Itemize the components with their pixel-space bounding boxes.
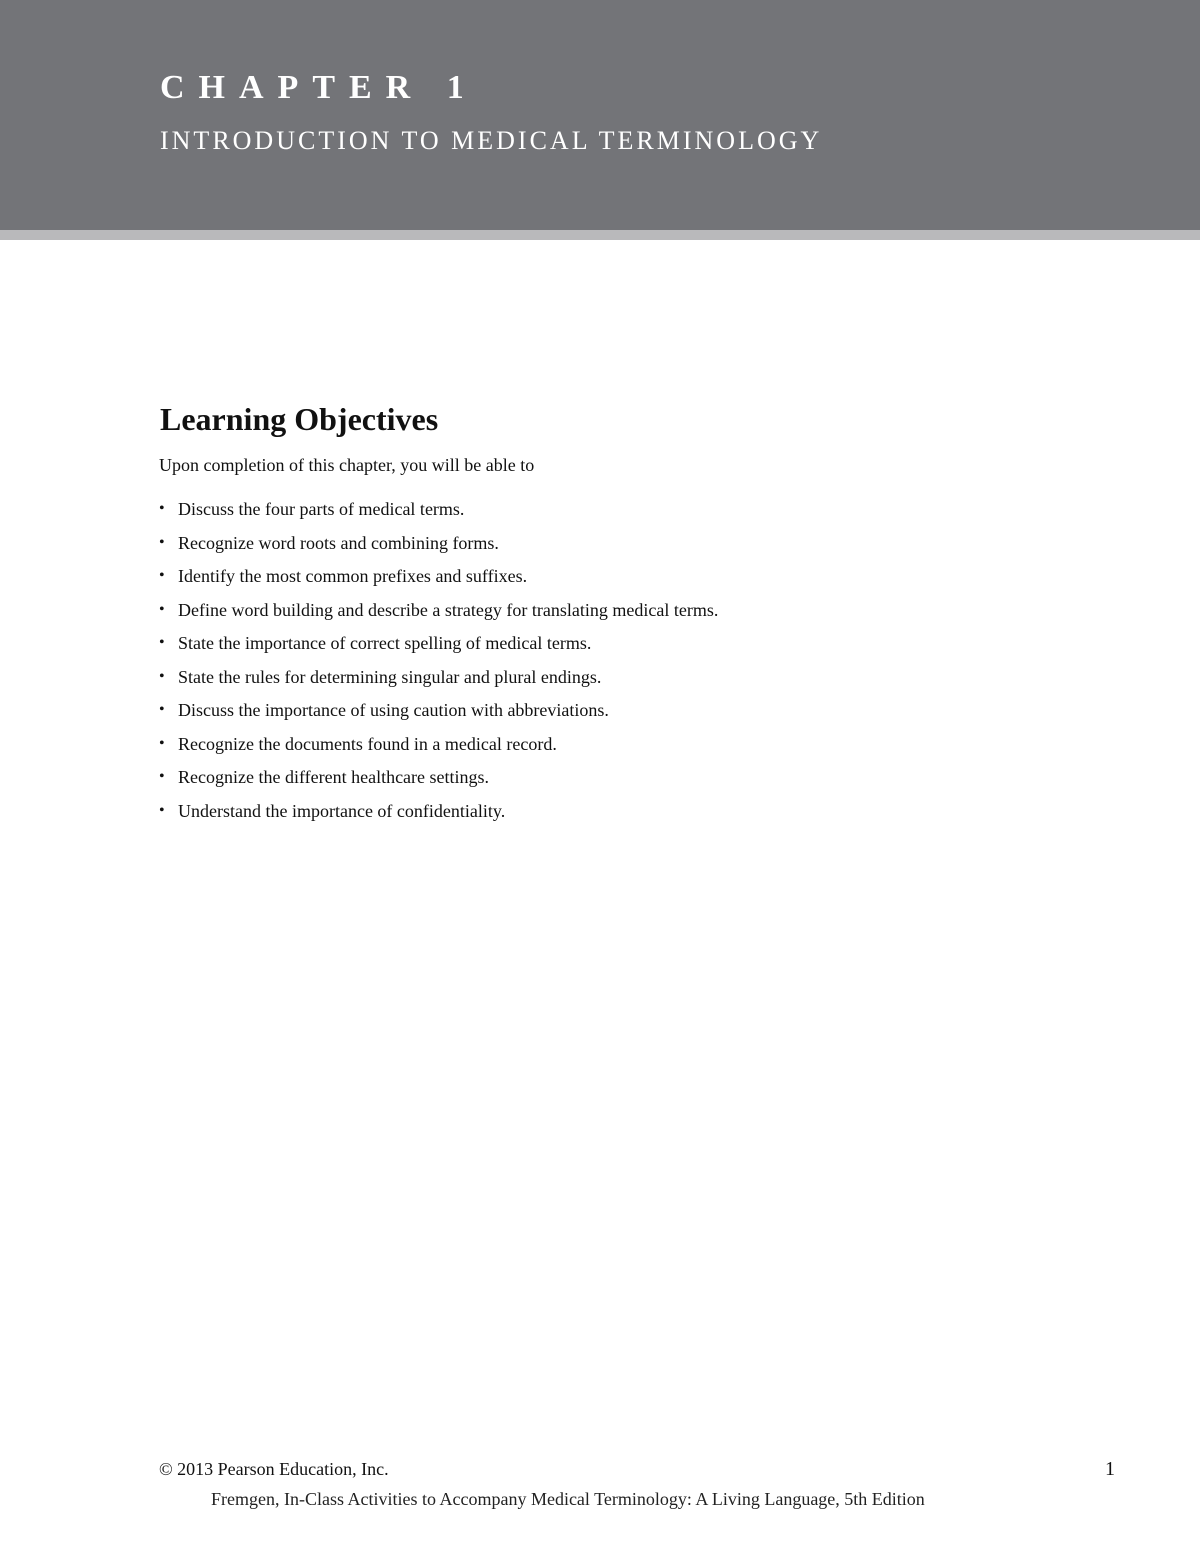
bullet-icon: • <box>159 533 165 551</box>
objective-text: State the importance of correct spelling of medical terms. <box>178 633 592 653</box>
bullet-icon: • <box>159 600 165 618</box>
list-item <box>159 598 718 632</box>
list-item <box>159 631 718 665</box>
objective-text: Recognize the documents found in a medical record. <box>178 733 557 754</box>
chapter-number: CHAPTER 1 <box>160 69 478 106</box>
list-item <box>159 531 718 565</box>
bullet-icon: • <box>159 500 165 517</box>
objective-text: Recognize the different healthcare settings. <box>178 767 490 787</box>
header-divider <box>0 230 1200 240</box>
bullet-icon: • <box>159 701 165 718</box>
objective-text: Discuss the importance of using caution with abbreviations. <box>178 700 609 720</box>
list-item <box>159 564 718 598</box>
objective-text: Understand the importance of confidentiality. <box>178 800 506 821</box>
objective-text: Discuss the four parts of medical terms. <box>178 499 465 519</box>
list-item <box>159 799 718 833</box>
bullet-icon: • <box>159 801 165 819</box>
list-item <box>159 497 718 531</box>
list-item <box>159 698 718 732</box>
page-number: 1 <box>1105 1458 1115 1480</box>
chapter-title: INTRODUCTION TO MEDICAL TERMINOLOGY <box>160 126 823 155</box>
copyright-notice: © 2013 Pearson Education, Inc. <box>159 1459 389 1479</box>
objective-text: Recognize word roots and combining forms. <box>178 532 499 553</box>
list-item <box>159 732 718 766</box>
list-item <box>159 665 718 699</box>
objectives-intro: Upon completion of this chapter, you will be able to <box>159 455 535 475</box>
objective-text: Define word building and describe a strategy for translating medical terms. <box>178 599 719 620</box>
book-citation: Fremgen, In-Class Activities to Accompany Medical Terminology: A Living Language, 5th Edition <box>211 1489 925 1509</box>
objective-text: State the rules for determining singular and plural endings. <box>178 666 602 687</box>
bullet-icon: • <box>159 667 165 685</box>
list-item <box>159 765 718 799</box>
learning-objectives-heading: Learning Objectives <box>160 401 439 437</box>
bullet-icon: • <box>159 567 165 584</box>
bullet-icon: • <box>159 734 165 752</box>
bullet-icon: • <box>159 634 165 651</box>
objectives-list <box>159 497 718 832</box>
objective-text: Identify the most common prefixes and suffixes. <box>178 566 528 586</box>
bullet-icon: • <box>159 768 165 785</box>
chapter-header-band <box>0 0 1200 230</box>
